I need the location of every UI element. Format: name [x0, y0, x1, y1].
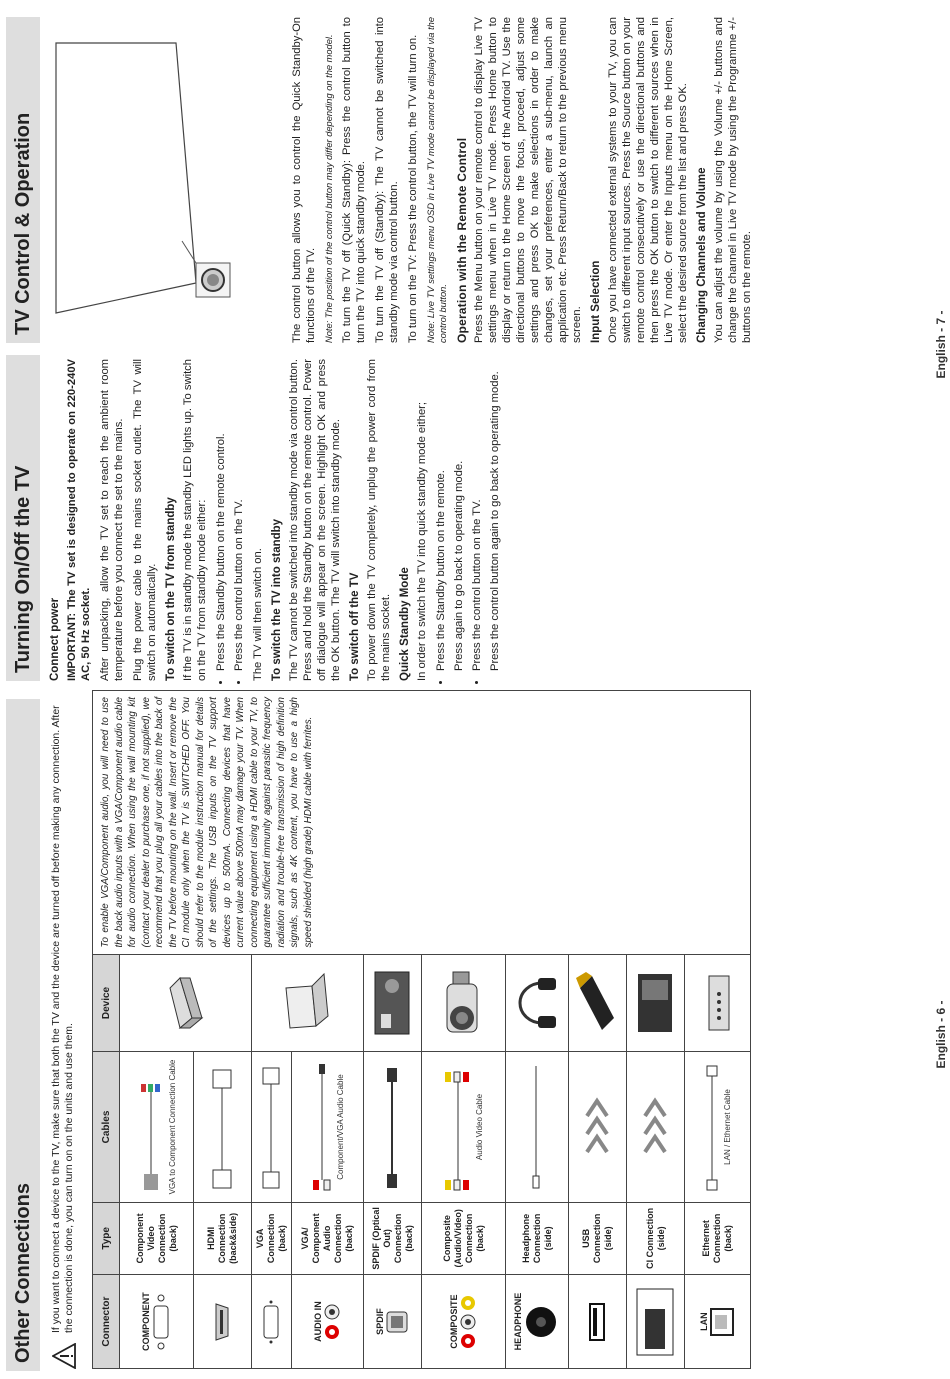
cable-cell — [627, 1052, 685, 1202]
column-right — [290, 17, 759, 343]
vga-port-icon — [151, 1292, 171, 1352]
heading-remote-operation: Operation with the Remote Control — [455, 137, 469, 343]
optical-port-icon — [385, 1310, 409, 1334]
paragraph: Plug the power cable to the mains socket outlet. The TV will switch on automatically. — [132, 359, 158, 681]
cable-cell — [364, 1052, 422, 1202]
table-header-row — [93, 691, 120, 1369]
cable-cell — [252, 1052, 292, 1202]
paragraph: The TV cannot be switched into standby mode via control button. Press and hold the Standby button on the remote control. Power off dialogue will appear on the screen. Highlight OK and press the OK button. The TV will switch into standby mode. — [288, 359, 342, 681]
av-cable-icon — [443, 1062, 473, 1192]
connector-label: COMPOSITE — [448, 1294, 459, 1349]
connector-cell — [292, 1275, 364, 1369]
device-cell — [422, 954, 506, 1052]
type-cell: Ethernet Connection (back) — [685, 1202, 751, 1275]
heading-switch-off: To switch off the TV — [349, 572, 361, 681]
paragraph: After unpacking, allow the TV set to reach the ambient room temperature before you connect the set to the mains. — [99, 359, 125, 681]
header-device: Device — [93, 954, 120, 1052]
page-number: English - 6 - — [934, 1000, 948, 1069]
connector-cell — [627, 1275, 685, 1369]
cable-cell — [292, 1052, 364, 1202]
list-item-text: Press again to go back to operating mode. — [453, 460, 465, 671]
hdmi-port-icon — [214, 1302, 230, 1342]
warning-text: If you want to connect a device to the TV, make sure that both the TV and the device are turned off before making any connection. After the connection is done, you can turn on on the units and use them. — [50, 705, 75, 1333]
warning-icon — [52, 1343, 76, 1369]
cable-cell — [569, 1052, 627, 1202]
bullet-list — [434, 359, 502, 681]
page-7 — [0, 0, 950, 689]
section-title-turning-on-off: Turning On/Off the TV — [12, 465, 34, 673]
type-cell: HDMI Connection (back&side) — [194, 1202, 252, 1275]
paragraph: Once you have connected external systems to your TV, you can switch to different input sources. Press the Source button on your remote control consecutively or use the directional buttons and then press the OK button to switch to different sources when in Live TV mode. Or enter the Inputs menu on the Home Screen, select the desired source from the list and press OK. — [607, 17, 689, 343]
cable-cell — [506, 1052, 569, 1202]
connector-label: SPDIF — [374, 1308, 385, 1335]
connector-label: COMPONENT — [140, 1292, 151, 1351]
usb-stick-icon — [574, 968, 620, 1038]
cable-caption: LAN / Ethernet Cable — [723, 1089, 732, 1165]
page-6 — [0, 690, 950, 1379]
bullet-list — [214, 359, 246, 681]
connections-table — [92, 690, 751, 1369]
control-button-diagram — [46, 17, 284, 343]
section-title-tv-control: TV Control & Operation — [12, 112, 34, 335]
type-cell: SPDIF (Optical Out) Connection (back) — [364, 1202, 422, 1275]
ethernet-port-icon — [709, 1307, 735, 1337]
important-notice: IMPORTANT: The TV set is designed to operate on 220-240V AC, 50 Hz socket. — [66, 359, 92, 681]
header-cables: Cables — [93, 1052, 120, 1202]
insert-arrows-icon — [582, 1092, 612, 1162]
connector-label: AUDIO IN — [312, 1301, 323, 1342]
warning-notice — [50, 699, 76, 1369]
dvd-player-icon — [160, 973, 210, 1033]
device-cell — [120, 954, 252, 1052]
connector-cell — [506, 1275, 569, 1369]
type-cell: CI Connection (side) — [627, 1202, 685, 1275]
header-connector: Connector — [93, 1275, 120, 1369]
connector-cell — [422, 1275, 506, 1369]
list-item — [470, 359, 502, 671]
paragraph: Press the Menu button on your remote control to display Live TV settings menu when in Live TV mode. Press Home button to display or return to the Home Screen of the Android TV. Use the directional buttons to move the focus, proceed, adjust some settings and press OK to make selections in order to make changes, set your preferences, enter a sub-menu, launch an application etc. Press Return/Back to return to the previous menu screen. — [473, 17, 583, 343]
list-item-text: • Press the control button on the TV. — [471, 499, 483, 671]
note: Note: The position of the control button may differ depending on the model. — [324, 34, 334, 343]
heading-channels-volume: Changing Channels and Volume — [696, 167, 708, 343]
connector-cell — [364, 1275, 422, 1369]
heading-connect-power: Connect power — [49, 597, 61, 681]
device-cell — [569, 954, 627, 1052]
headphone-cable-icon — [526, 1062, 546, 1192]
page-title: Other Connections — [12, 1182, 34, 1363]
title-bar — [6, 699, 40, 1371]
paragraph: In order to switch the TV into quick standby mode either; — [416, 401, 428, 681]
heading-input-selection: Input Selection — [590, 260, 602, 343]
type-cell: Component Video Connection (back) — [120, 1202, 194, 1275]
vga-port-icon — [262, 1300, 280, 1344]
type-cell: USB Connection (side) — [569, 1202, 627, 1275]
device-cell — [252, 954, 364, 1052]
cable-cell — [422, 1052, 506, 1202]
ci-module-icon — [632, 970, 678, 1036]
page-number: English - 7 - — [934, 310, 948, 379]
connector-label: LAN — [698, 1312, 709, 1331]
usb-port-icon — [588, 1302, 606, 1342]
cable-cell — [120, 1052, 194, 1202]
ethernet-cable-icon — [703, 1062, 721, 1192]
paragraph: You can adjust the volume by using the Volume +/- buttons and change the channel in Live TV mode by using the Programme +/- buttons on the remote. — [713, 17, 753, 343]
connector-cell — [252, 1275, 292, 1369]
cable-caption: Component/VGA Audio Cable — [336, 1074, 345, 1180]
audio-jack-icon — [323, 1302, 341, 1342]
paragraph: To turn the TV off (Quick Standby): Press the control button to turn the TV into quick standby mode. — [341, 17, 367, 343]
audio-receiver-icon — [369, 968, 415, 1038]
device-cell — [627, 954, 685, 1052]
headphone-jack-icon — [523, 1304, 559, 1340]
device-cell — [364, 954, 422, 1052]
connection-notes: To enable VGA/Component audio, you will need to use the back audio inputs with a VGA/Component audio cable for audio connection. When using the wall mounting kit (contact your dealer to purchase one, if not supplied), we recommend that you plug all your cables into the back of the TV before mounting on the wall. Insert or remove the CI module only when the TV is SWITCHED OFF. You should refer to the module instruction manual for details of the settings. The USB inputs on the TV support devices up to 500mA. Connecting devices that have current value above 500mA may damage your TV. When connecting equipment using a HDMI cable to your TV, to guarantee sufficient immunity against parasitic frequency radiation and trouble-free transmission of high definition signals, such as 4K content, you have to use a high speed shielded (high grade) HDMI cable with ferrites. — [93, 691, 751, 955]
type-cell: VGA Connection (back) — [252, 1202, 292, 1275]
heading-switch-into-standby: To switch the TV into standby — [271, 518, 283, 681]
camcorder-icon — [435, 966, 491, 1040]
heading-switch-on-standby: To switch on the TV from standby — [165, 497, 177, 681]
paragraph: To turn on the TV: Press the control button, the TV will turn on. — [407, 34, 419, 343]
component-cable-icon — [136, 1062, 166, 1192]
hdmi-cable-icon — [207, 1062, 237, 1192]
connector-cell — [120, 1275, 194, 1369]
laptop-icon — [282, 968, 332, 1038]
list-item: • Press the Standby button on the remote control. — [214, 359, 228, 671]
optical-cable-icon — [382, 1062, 402, 1192]
device-cell — [506, 954, 569, 1052]
note: Note: Live TV settings menu OSD in Live TV mode cannot be displayed via the control button. — [426, 17, 448, 343]
device-cell — [685, 954, 751, 1052]
vga-cable-icon — [258, 1062, 284, 1192]
paragraph: If the TV is in standby mode the standby LED lights up. To switch on the TV from standby mode either: — [182, 359, 208, 681]
type-cell: VGA/ Component Audio Connection (back) — [292, 1202, 364, 1275]
paragraph: The TV will then switch on. — [252, 548, 264, 681]
heading-quick-standby: Quick Standby Mode — [399, 567, 411, 681]
paragraph: The control button allows you to control the Quick Standby-On functions of the TV. — [291, 17, 317, 343]
cable-caption: VGA to Component Connection Cable — [168, 1059, 177, 1195]
network-router-icon — [695, 968, 739, 1038]
column-left — [48, 359, 507, 681]
cable-cell — [685, 1052, 751, 1202]
type-cell: Headphone Connection (side) — [506, 1202, 569, 1275]
insert-arrows-icon — [640, 1092, 670, 1162]
type-cell: Composite (Audio/Video) Connection (back) — [422, 1202, 506, 1275]
paragraph: To turn the TV off (Standby): The TV cannot be switched into standby mode via control button. — [374, 17, 400, 343]
paragraph: To power down the TV completely, unplug the power cord from the mains socket. — [366, 359, 392, 681]
header-type: Type — [93, 1202, 120, 1275]
cable-caption: Audio Video Cable — [475, 1093, 484, 1161]
list-item — [434, 359, 466, 671]
audio-cable-icon — [310, 1062, 334, 1192]
connector-label: HEADPHONE — [513, 1292, 523, 1351]
connector-cell — [194, 1275, 252, 1369]
connector-cell — [685, 1275, 751, 1369]
title-bar — [6, 17, 40, 343]
connector-cell — [569, 1275, 627, 1369]
cable-cell — [194, 1052, 252, 1202]
list-item: • Press the control button on the TV. — [232, 359, 246, 671]
title-bar — [6, 355, 40, 681]
ci-slot-icon — [635, 1287, 675, 1357]
list-item-text: • Press the Standby button on the remote. — [435, 470, 447, 671]
list-item-text: Press the control button again to go back to operating mode. — [489, 371, 501, 671]
composite-jacks-icon — [459, 1294, 477, 1350]
headphones-icon — [508, 973, 564, 1033]
